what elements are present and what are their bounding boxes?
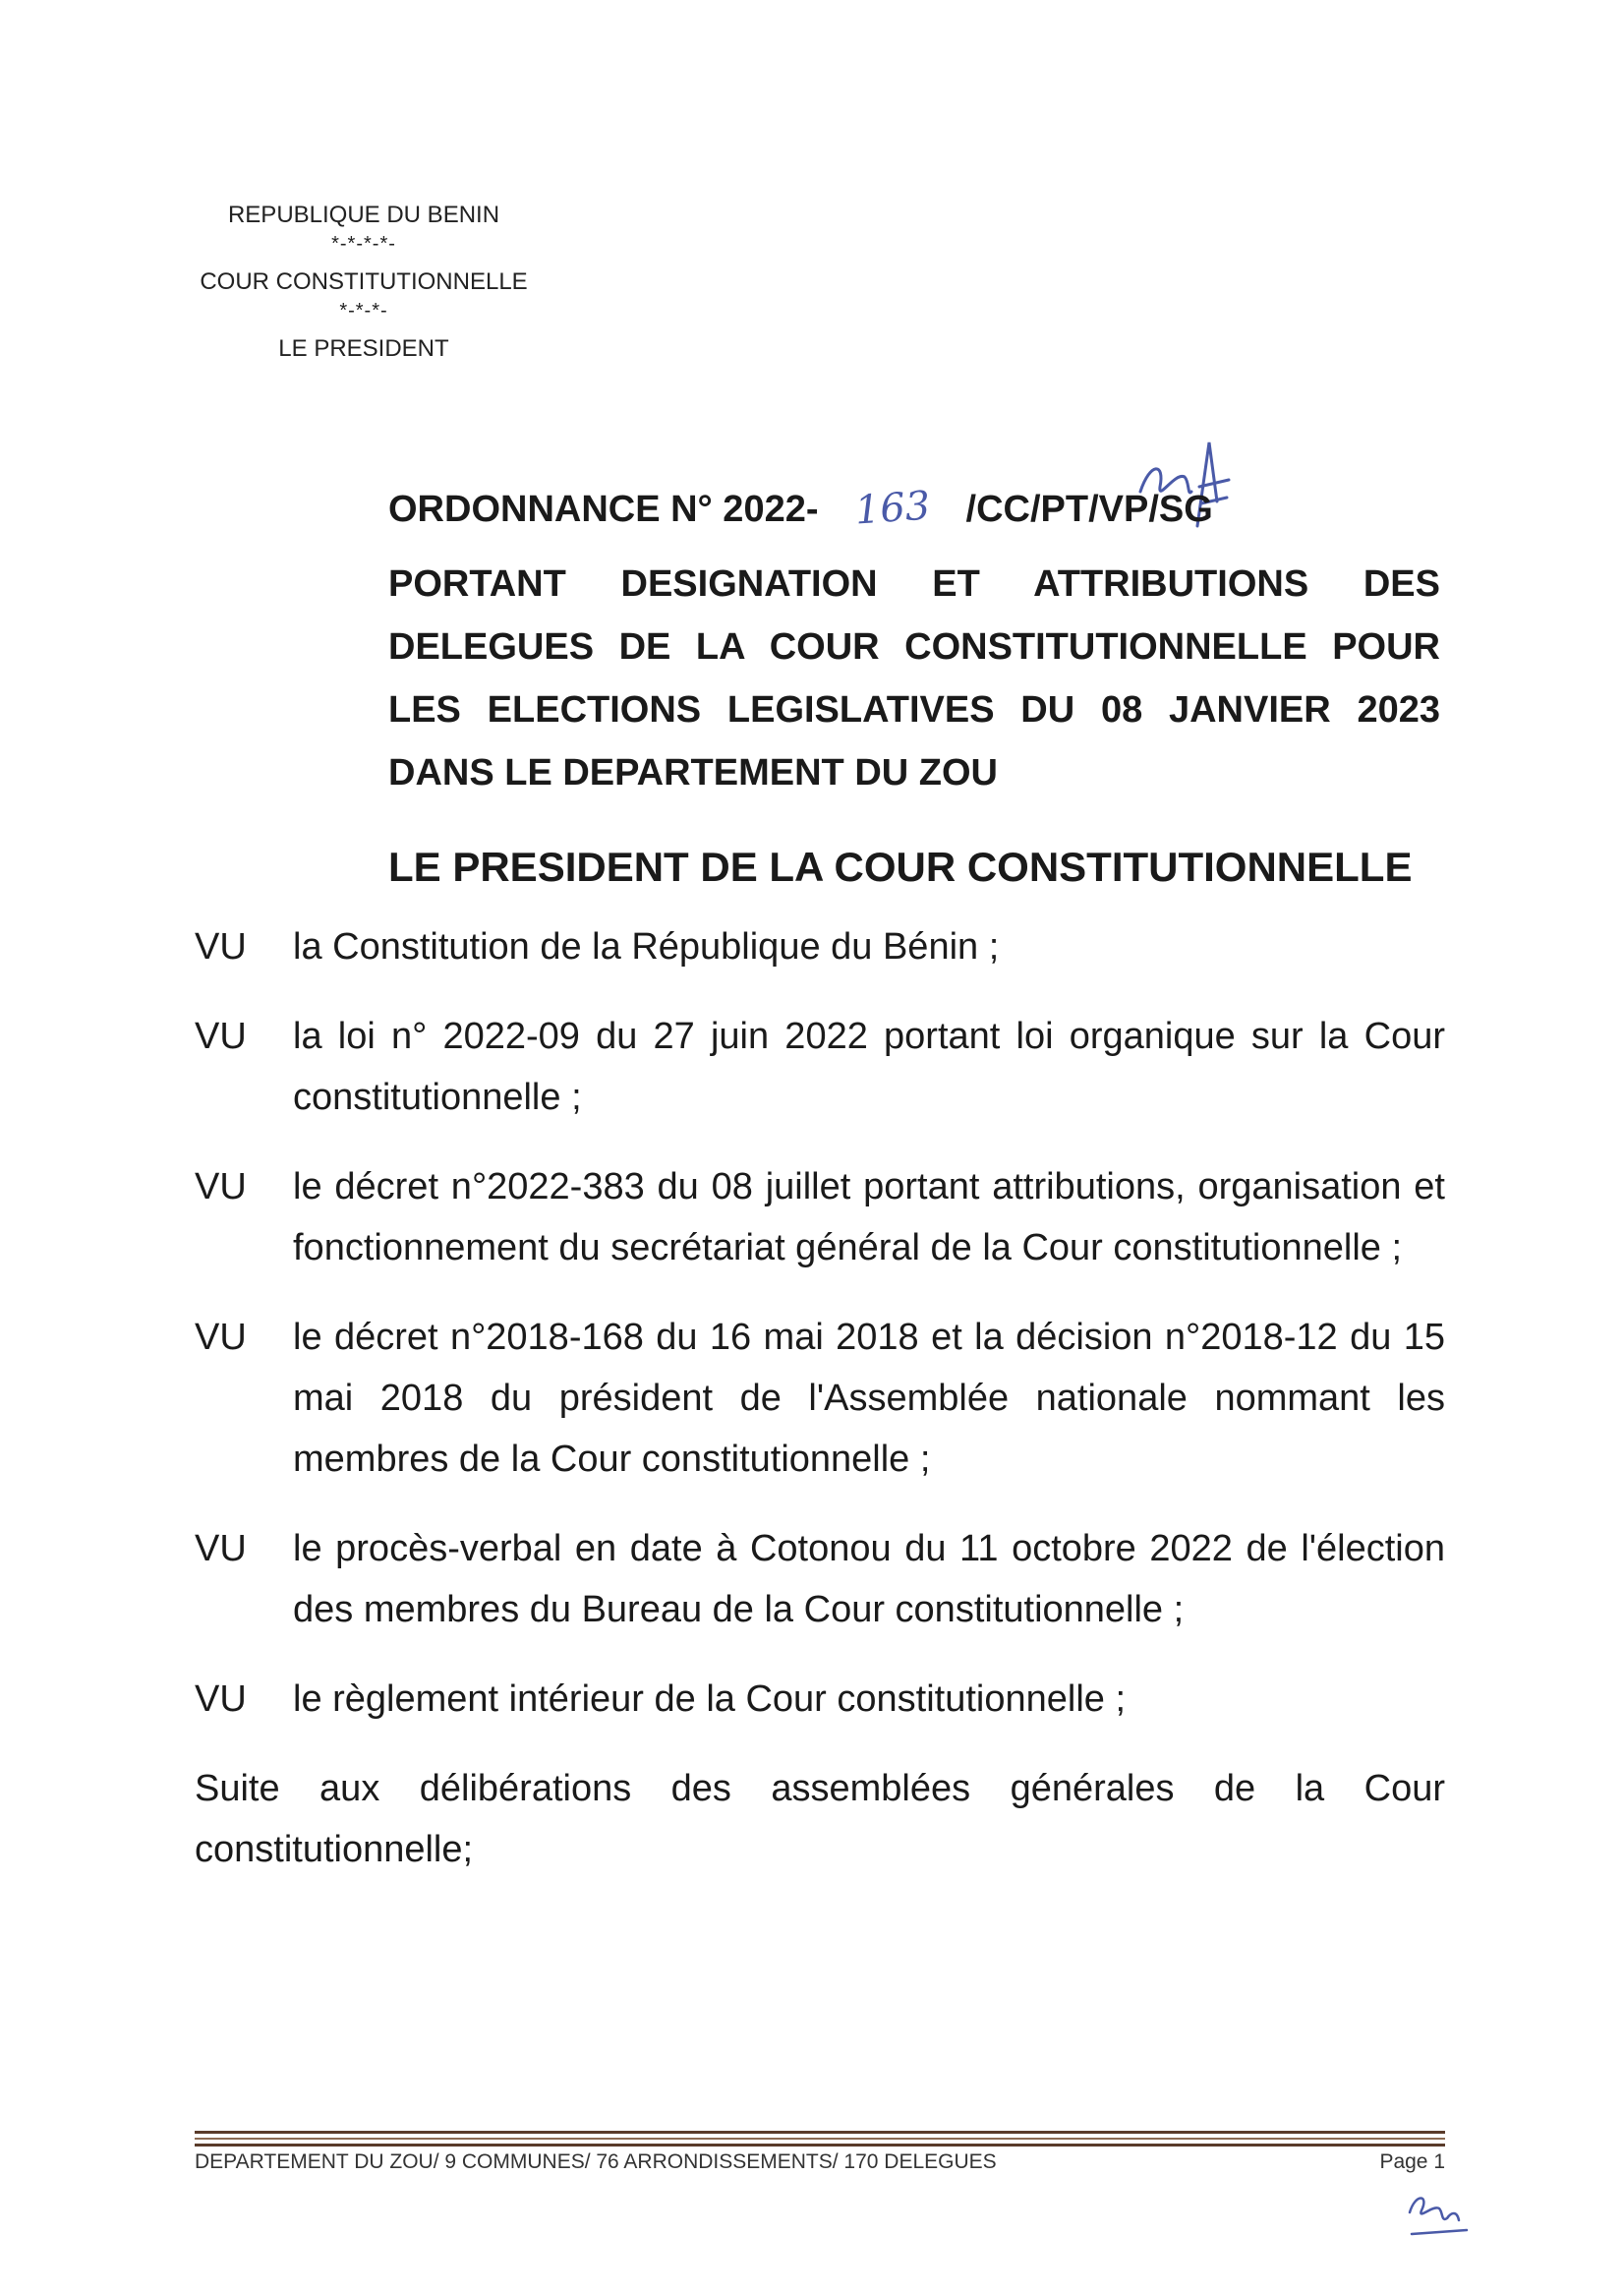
recital-item [195, 916, 1445, 977]
recital-text: le décret n°2022-383 du 08 juillet portant attributions, organisation et fonctionnement du secrétariat général de la Cour constitutionnelle ; [293, 1166, 1445, 1268]
ordinance-suffix: /CC/PT/VP/SG [965, 489, 1213, 530]
ordinance-prefix: ORDONNANCE N° 2022- [388, 489, 819, 530]
recital-label: VU [195, 1528, 247, 1569]
ordinance-number-line [388, 483, 1440, 547]
header-republic: REPUBLIQUE DU BENIN [227, 202, 500, 228]
recital-label: VU [195, 1317, 247, 1358]
recital-item [195, 1006, 1445, 1128]
handwritten-initials-footer [1398, 2183, 1477, 2252]
recital-text: le règlement intérieur de la Cour constitutionnelle ; [293, 1678, 1127, 1720]
page-footer [195, 2150, 1445, 2174]
recital-item [195, 1518, 1445, 1640]
page-number: Page 1 [1379, 2150, 1445, 2173]
recital-text: la Constitution de la République du Bénin ; [293, 926, 1000, 968]
header-court: COUR CONSTITUTIONNELLE [200, 268, 528, 295]
president-heading: LE PRESIDENT DE LA COUR CONSTITUTIONNELLE [388, 844, 1413, 890]
recital-label: VU [195, 1166, 247, 1207]
ordinance-subject: PORTANT DESIGNATION ET ATTRIBUTIONS DES DELEGUES DE LA COUR CONSTITUTIONNELLE POUR LES ELECTIONS LEGISLATIVES DU 08 JANVIER 2023 DANS LE DEPARTEMENT DU ZOU [388, 563, 1440, 794]
recital-text: le procès-verbal en date à Cotonou du 11 octobre 2022 de l'élection des membres du Bureau de la Cour constitutionnelle ; [293, 1528, 1445, 1630]
recital-text: la loi n° 2022-09 du 27 juin 2022 portant loi organique sur la Cour constitutionnelle ; [293, 1016, 1445, 1118]
ordinance-title-block [388, 483, 1440, 897]
header-separator: *-*-*- [339, 300, 388, 322]
deliberation-paragraph: Suite aux délibérations des assemblées générales de la Cour constitutionnelle; [195, 1768, 1445, 1870]
recital-item [195, 1669, 1445, 1730]
recital-item [195, 1307, 1445, 1490]
letterhead [187, 197, 541, 368]
recital-label: VU [195, 1016, 247, 1057]
recital-label: VU [195, 926, 247, 968]
footer-divider [195, 2131, 1445, 2147]
header-separator: *-*-*-*- [331, 233, 396, 255]
recitals-list [195, 916, 1445, 1880]
header-president: LE PRESIDENT [278, 335, 449, 362]
recital-label: VU [195, 1678, 247, 1720]
handwritten-ordinance-number: 163 [852, 483, 932, 534]
footer-department-summary: DEPARTEMENT DU ZOU/ 9 COMMUNES/ 76 ARRONDISSEMENTS/ 170 DELEGUES [195, 2150, 997, 2173]
recital-text: le décret n°2018-168 du 16 mai 2018 et la décision n°2018-12 du 15 mai 2018 du président de l'Assemblée nationale nommant les membres de la Cour constitutionnelle ; [293, 1317, 1445, 1480]
recital-item [195, 1156, 1445, 1278]
